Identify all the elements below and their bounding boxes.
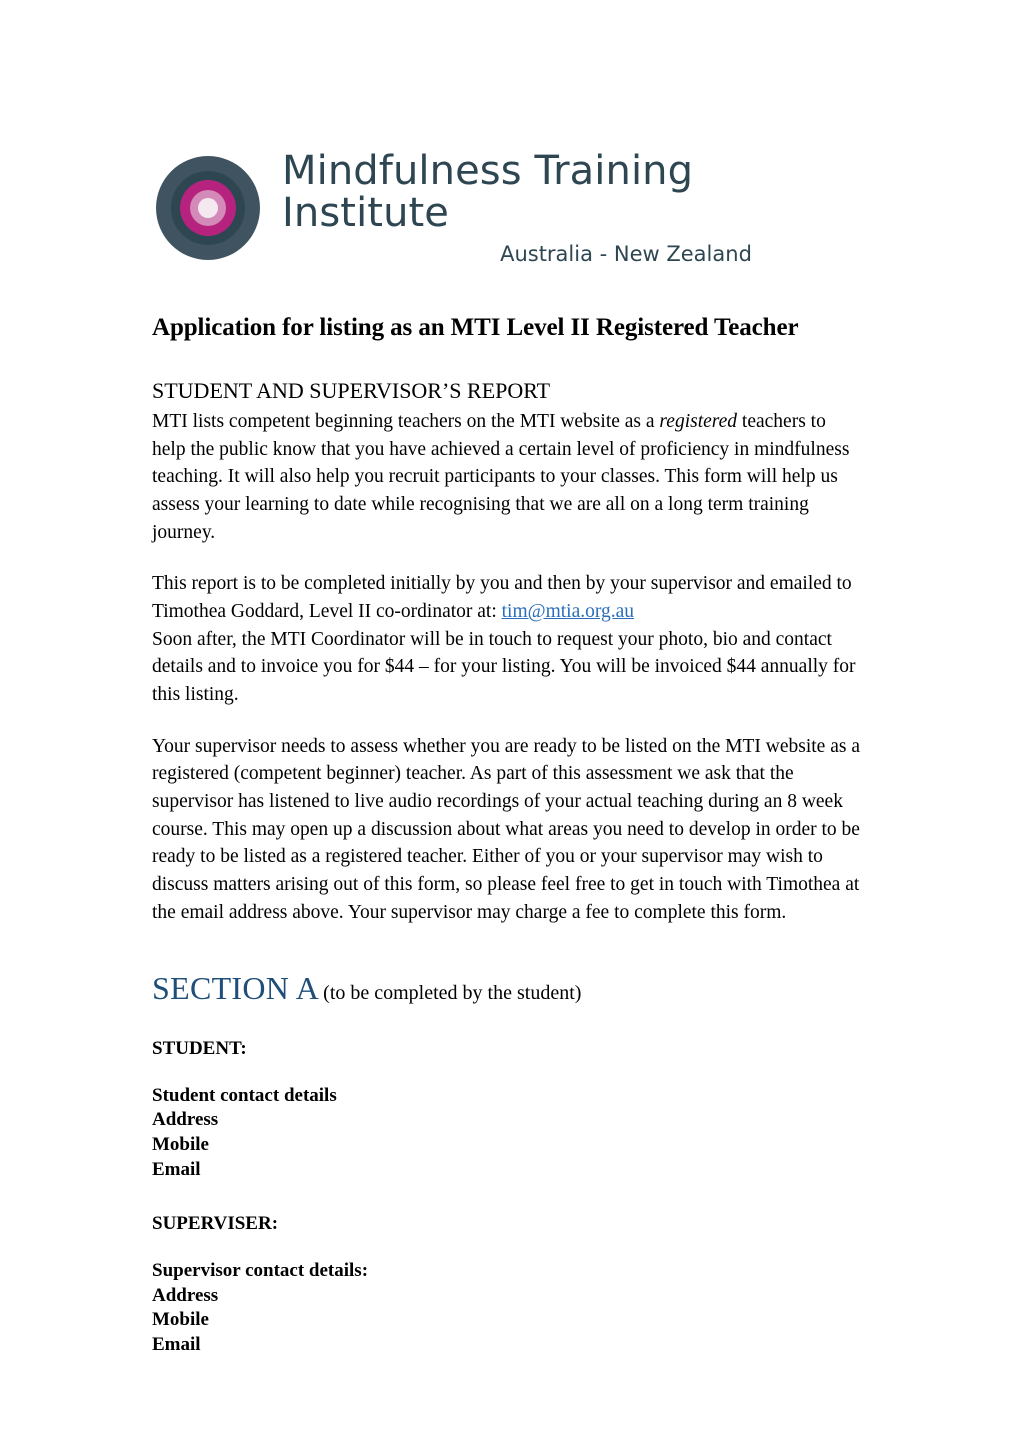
section-a-title: SECTION A <box>152 969 320 1006</box>
coordinator-email-link[interactable]: tim@mtia.org.au <box>501 600 635 622</box>
supervisor-field-email: Email <box>152 1334 201 1356</box>
intro-text-1: MTI lists competent beginning teachers on the MTI website as a <box>152 410 660 432</box>
student-label: STUDENT: <box>152 1037 247 1059</box>
student-field-contact-details: Student contact details <box>152 1084 337 1106</box>
intro-paragraph <box>152 408 860 546</box>
student-field-mobile: Mobile <box>152 1133 209 1155</box>
student-field-list <box>152 1084 860 1183</box>
supervisor-field-contact-details: Supervisor contact details: <box>152 1260 369 1282</box>
logo-ring-inner-1 <box>171 171 245 245</box>
spacer <box>152 1182 860 1212</box>
logo-ring-inner-2 <box>180 180 236 236</box>
mti-logo-icon <box>156 156 260 260</box>
logo-ring-inner-3 <box>190 190 226 226</box>
student-field-address: Address <box>152 1109 219 1131</box>
brand-text <box>282 150 860 266</box>
supervisor-field-mobile: Mobile <box>152 1309 209 1331</box>
intro-text-italic: registered <box>659 410 738 432</box>
submission-text-1: This report is to be completed initially by you and then by your supervisor and emailed to Timothea Goddard, Level II co-ordinator at: <box>152 573 852 622</box>
submission-text-2: Soon after, the MTI Coordinator will be in touch to request your photo, bio and contact details and to invoice you for $44 – for your listing. You will be invoiced $44 annually for this listing. <box>152 628 856 706</box>
supervisor-label: SUPERVISER: <box>152 1213 279 1235</box>
brand-subtitle: Australia - New Zealand <box>500 242 752 266</box>
report-heading: STUDENT AND SUPERVISOR’S REPORT <box>152 378 551 404</box>
submission-paragraph <box>152 570 860 708</box>
letterhead <box>152 150 860 266</box>
supervisor-field-address: Address <box>152 1284 219 1306</box>
logo-core <box>198 198 218 218</box>
page-title: Application for listing as an MTI Level II Registered Teacher <box>152 314 799 341</box>
intro-text-2: teachers to help the public know that you have achieved a certain level of proficiency in mindfulness teaching. It will also help you recruit participants to your classes. This form will help us assess your learning to date while recognising that we are all on a long term training journey. <box>152 410 850 543</box>
brand-title: Mindfulness Training Institute <box>282 148 694 236</box>
student-field-email: Email <box>152 1158 201 1180</box>
supervisor-assessment-paragraph: Your supervisor needs to assess whether you are ready to be listed on the MTI website as a registered (competent beginner) teacher. As part of this assessment we ask that the supervisor has listened to live audio recordings of your actual teaching during an 8 week course. This may open up a discussion about what areas you need to develop in order to be ready to be listed as a registered teacher. Either of you or your supervisor may wish to discuss matters arising out of this form, so please feel free to get in touch with Timothea at the email address above. Your supervisor may charge a fee to complete this form. <box>152 735 860 923</box>
section-a-heading <box>152 969 860 1007</box>
supervisor-field-list <box>152 1259 860 1358</box>
section-a-note: (to be completed by the student) <box>323 981 582 1004</box>
